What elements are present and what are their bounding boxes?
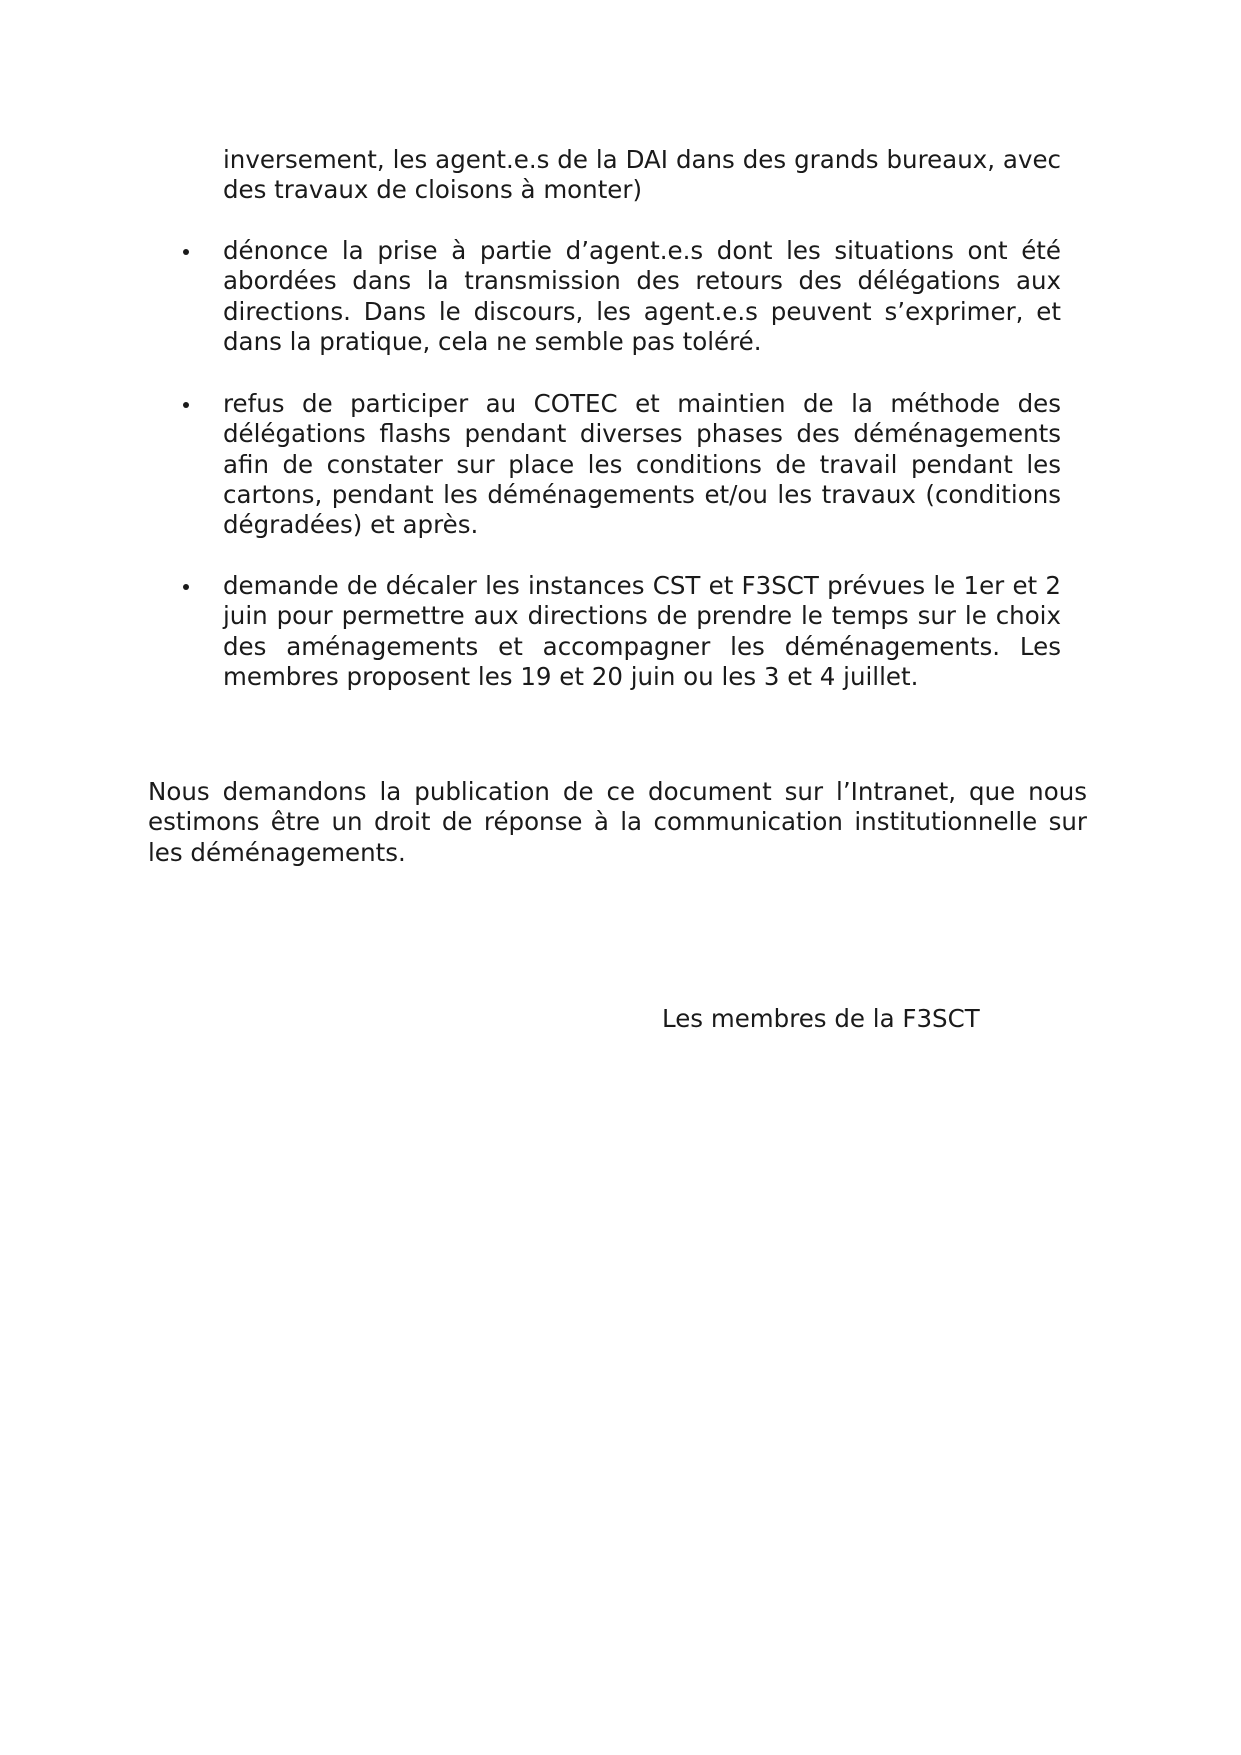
signature: Les membres de la F3SCT: [662, 1004, 980, 1033]
closing-paragraph: Nous demandons la publication de ce document sur l’Intranet, que nous estimons être un droit de réponse à la communication institutionnelle sur les déménagements.: [148, 777, 1087, 867]
bullet-icon: [183, 584, 189, 590]
list-item: [223, 571, 1061, 692]
list-item: [223, 236, 1061, 357]
bullet-icon: [183, 402, 189, 408]
list-item-text: refus de participer au COTEC et maintien de la méthode des délégations flashs pendant diverses phases des déménagements afin de constater sur place les conditions de travail pendant les cartons, pendant les déménagements et/ou les travaux (conditions dégradées) et après.: [223, 389, 1061, 540]
list-item: [223, 389, 1061, 540]
list-item-text: dénonce la prise à partie d’agent.e.s dont les situations ont été abordées dans la transmission des retours des délégations aux directions. Dans le discours, les agent.e.s peuvent s’exprimer, et dans la pratique, cela ne semble pas toléré.: [223, 236, 1061, 356]
list-item-text: demande de décaler les instances CST et F3SCT prévues le 1er et 2 juin pour permettre aux directions de prendre le temps sur le choix des aménagements et accompagner les déménagements. Les membres proposent les 19 et 20 juin ou les 3 et 4 juillet.: [223, 571, 1061, 691]
bullet-icon: [183, 249, 189, 255]
continuation-paragraph: inversement, les agent.e.s de la DAI dans des grands bureaux, avec des travaux de cloisons à monter): [223, 145, 1061, 205]
